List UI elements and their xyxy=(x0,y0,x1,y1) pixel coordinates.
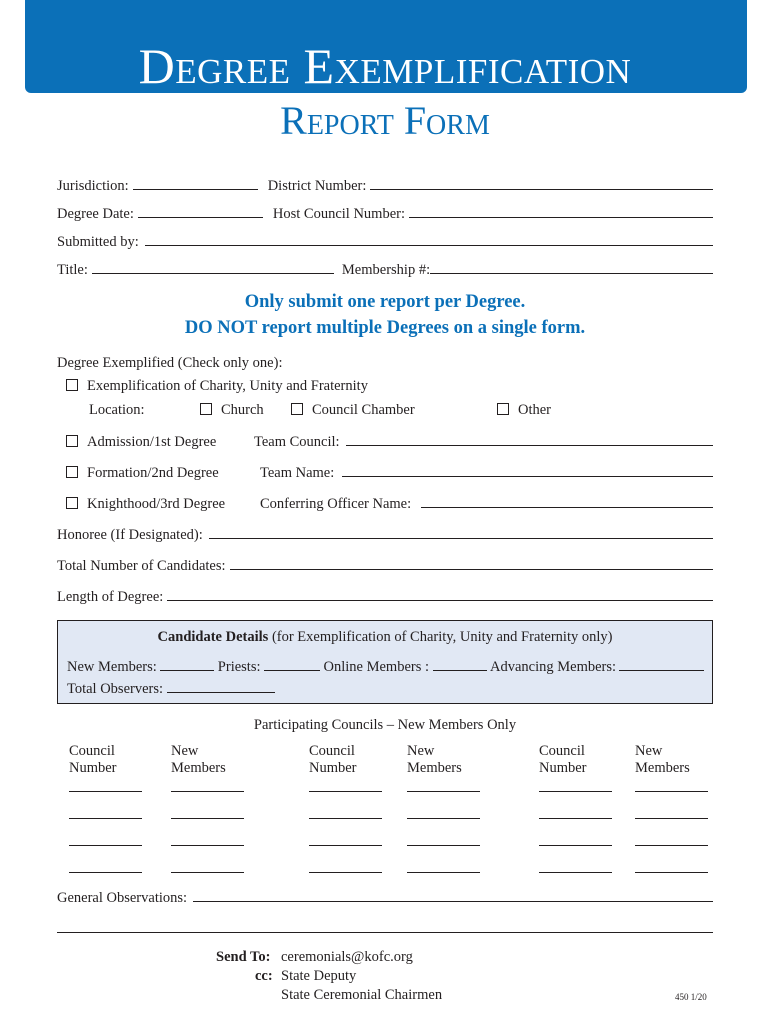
total-candidates-label: Total Number of Candidates: xyxy=(57,558,226,574)
candidate-details-title: Candidate Details (for Exemplification of Charity, Unity and Fraternity only) xyxy=(157,629,613,645)
knighthood-label: Knighthood/3rd Degree xyxy=(87,496,226,512)
option-admission xyxy=(66,432,713,452)
form-title: Degree Exemplification xyxy=(138,38,632,94)
row-jurisdiction xyxy=(57,176,713,196)
council-entry-line[interactable] xyxy=(407,872,480,873)
council-entry-line[interactable] xyxy=(171,818,244,819)
row-general-observations xyxy=(57,888,713,908)
exemplification-checkbox[interactable] xyxy=(66,379,78,391)
form-subtitle: Report Form xyxy=(280,98,490,143)
formation-label: Formation/2nd Degree xyxy=(87,465,219,481)
council-entry-line[interactable] xyxy=(171,791,244,792)
council-entry-line[interactable] xyxy=(69,818,142,819)
other-checkbox[interactable] xyxy=(497,403,509,415)
council-entry-line[interactable] xyxy=(171,872,244,873)
advancing-members-label: Advancing Members: xyxy=(490,659,617,675)
host-council-number-field[interactable] xyxy=(409,204,713,218)
conferring-officer-label: Conferring Officer Name: xyxy=(260,496,412,512)
membership-label: Membership #: xyxy=(341,262,431,278)
council-entry-line[interactable] xyxy=(407,845,480,846)
send-to-label: Send To: xyxy=(216,949,271,965)
degree-date-label: Degree Date: xyxy=(57,206,134,222)
submitted-by-field[interactable] xyxy=(145,232,713,246)
degree-date-field[interactable] xyxy=(138,204,263,218)
general-observations-field-line-2[interactable] xyxy=(57,932,713,933)
col-new-members-3: New Members xyxy=(635,743,690,776)
council-chamber-label: Council Chamber xyxy=(312,402,415,418)
general-observations-label: General Observations: xyxy=(57,890,188,906)
conferring-officer-field[interactable] xyxy=(421,494,713,508)
other-label: Other xyxy=(518,402,552,418)
cc-label: cc: xyxy=(255,968,273,984)
observers-row xyxy=(67,679,704,698)
council-entry-line[interactable] xyxy=(69,845,142,846)
council-entry-line[interactable] xyxy=(539,845,612,846)
council-entry-line[interactable] xyxy=(635,791,708,792)
council-entry-line[interactable] xyxy=(309,872,382,873)
title-field[interactable] xyxy=(92,260,334,274)
exemplification-label: Exemplification of Charity, Unity and Fraternity xyxy=(87,378,368,394)
team-council-label: Team Council: xyxy=(254,434,340,450)
cc-state-ceremonial-chairmen: State Ceremonial Chairmen xyxy=(281,987,443,1003)
notice-line-1: Only submit one report per Degree. xyxy=(244,292,526,312)
council-entry-line[interactable] xyxy=(407,818,480,819)
degree-exemplified-heading: Degree Exemplified (Check only one): xyxy=(57,355,283,371)
option-knighthood xyxy=(66,494,713,514)
council-entry-line[interactable] xyxy=(69,872,142,873)
location-label: Location: xyxy=(89,402,145,418)
submitted-by-label: Submitted by: xyxy=(57,234,139,250)
col-new-members-1: New Members xyxy=(171,743,226,776)
team-name-field[interactable] xyxy=(342,463,713,477)
team-council-field[interactable] xyxy=(346,432,713,446)
advancing-members-field[interactable] xyxy=(619,657,704,671)
knighthood-checkbox[interactable] xyxy=(66,497,78,509)
council-entry-line[interactable] xyxy=(635,872,708,873)
district-number-label: District Number: xyxy=(267,178,367,194)
jurisdiction-label: Jurisdiction: xyxy=(57,178,129,194)
row-degree-date xyxy=(57,204,713,224)
send-to-email: ceremonials@kofc.org xyxy=(281,949,413,965)
council-entry-line[interactable] xyxy=(407,791,480,792)
option-formation xyxy=(66,463,713,483)
council-entry-line[interactable] xyxy=(635,845,708,846)
church-label: Church xyxy=(221,402,264,418)
candidate-details-panel xyxy=(57,620,713,704)
length-of-degree-label: Length of Degree: xyxy=(57,589,164,605)
priests-label: Priests: xyxy=(217,659,261,675)
cc-state-deputy: State Deputy xyxy=(281,968,357,984)
council-chamber-checkbox[interactable] xyxy=(291,403,303,415)
online-members-label: Online Members : xyxy=(323,659,430,675)
priests-field[interactable] xyxy=(264,657,320,671)
council-entry-line[interactable] xyxy=(539,872,612,873)
col-council-number-2: Council Number xyxy=(309,743,357,776)
new-members-label: New Members: xyxy=(67,659,157,675)
formation-checkbox[interactable] xyxy=(66,466,78,478)
row-location xyxy=(89,402,551,422)
council-entry-line[interactable] xyxy=(309,791,382,792)
row-honoree xyxy=(57,525,713,545)
candidate-counts-row xyxy=(67,657,704,676)
admission-label: Admission/1st Degree xyxy=(87,434,217,450)
council-entry-line[interactable] xyxy=(309,818,382,819)
total-candidates-field[interactable] xyxy=(230,556,713,570)
council-entry-line[interactable] xyxy=(69,791,142,792)
district-number-field[interactable] xyxy=(370,176,713,190)
church-checkbox[interactable] xyxy=(200,403,212,415)
council-entry-line[interactable] xyxy=(309,845,382,846)
total-observers-field[interactable] xyxy=(167,679,275,693)
option-exemplification[interactable] xyxy=(66,378,368,398)
membership-field[interactable] xyxy=(430,260,713,274)
new-members-field[interactable] xyxy=(160,657,214,671)
jurisdiction-field[interactable] xyxy=(133,176,258,190)
row-submitted-by xyxy=(57,232,713,252)
row-title xyxy=(57,260,713,280)
row-total-candidates xyxy=(57,556,713,576)
council-entry-line[interactable] xyxy=(171,845,244,846)
host-council-number-label: Host Council Number: xyxy=(272,206,405,222)
general-observations-field[interactable] xyxy=(193,888,713,902)
col-new-members-2: New Members xyxy=(407,743,462,776)
notice-line-2: DO NOT report multiple Degrees on a single form. xyxy=(184,318,586,338)
team-name-label: Team Name: xyxy=(260,465,335,481)
col-council-number-1: Council Number xyxy=(69,743,117,776)
honoree-label: Honoree (If Designated): xyxy=(57,527,203,543)
col-council-number-3: Council Number xyxy=(539,743,587,776)
title-label: Title: xyxy=(57,262,88,278)
council-entry-line[interactable] xyxy=(539,791,612,792)
row-length-of-degree xyxy=(57,587,713,607)
council-entry-line[interactable] xyxy=(539,818,612,819)
length-of-degree-field[interactable] xyxy=(167,587,713,601)
admission-checkbox[interactable] xyxy=(66,435,78,447)
council-entry-line[interactable] xyxy=(635,818,708,819)
honoree-field[interactable] xyxy=(209,525,713,539)
online-members-field[interactable] xyxy=(433,657,487,671)
total-observers-label: Total Observers: xyxy=(67,681,164,697)
participating-councils-title: Participating Councils – New Members Only xyxy=(253,717,517,733)
form-number: 450 1/20 xyxy=(675,992,707,1002)
